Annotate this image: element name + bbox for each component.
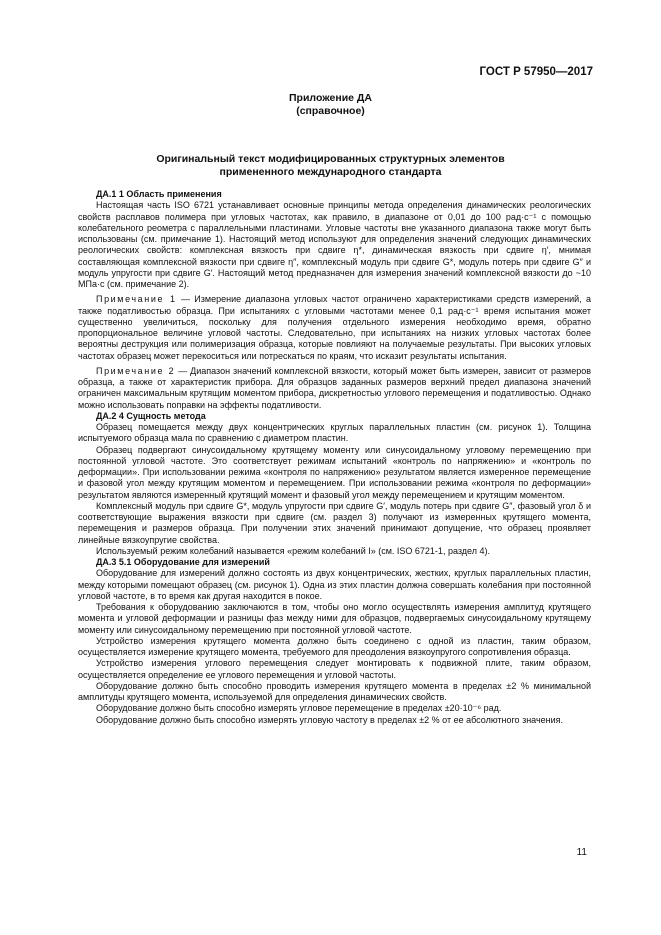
annex-heading — [0, 92, 661, 118]
note-paragraph — [78, 294, 591, 362]
document-body — [78, 189, 591, 726]
body-paragraph: Требования к оборудованию заключаются в том, чтобы оно могло осуществлять измерения амплитуд крутящего момента и угловой деформации и разницы фаз между ними для образцов, подвергаемых синусоидальному крутящему моменту или синусоидальному перемещению при постоянной угловой частоте. — [78, 602, 591, 635]
note-label: Примечание 2 — [96, 365, 176, 376]
body-paragraph: Образец помещается между двух концентрических круглых параллельных пластин (см. рисунок 1). Толщина испытуемого образца мала по сравнению с диаметром пластин. — [78, 422, 591, 444]
body-paragraph: Используемый режим колебаний называется «режим колебаний I» (см. ISO 6721-1, раздел 4). — [96, 545, 490, 556]
section-heading: ДА.3 5.1 Оборудование для измерений — [96, 557, 270, 567]
body-paragraph: Образец подвергают синусоидальному крутящему моменту или синусоидальному угловому перемещению при постоянной угловой частоте. Это соответствует режимам испытаний «контроль по напряжению» и «контроль по деформации». При использовании режима «контроля по напряжению» результатом является измеренное перемещение и фазовой угол между крутящим моментом и перемещением. При использовании режима «контроля по деформации» результатом являются измеренный крутящий момент и фазовый угол между перемещением и крутящим моментом. — [78, 444, 591, 500]
standard-number: ГОСТ Р 57950—2017 — [479, 66, 593, 78]
note-text: — Измерение диапазона угловых частот ограничено характеристиками средств измерений, а также податливостью образца. При испытаниях с угловыми частотами менее 0,1 рад·с⁻¹ время испытания может существенно увеличиться, поскольку для получения отдельного измерения необходимо время, обратно пропорциональное величине угловой частоты. Следовательно, при испытаниях на низких угловых частотах более вероятны деструкция или полимеризация образца, которые повлияют на получаемые результаты. При высоких угловых частотах образец может перекоситься или потрескаться по краям, что исказит результаты испытания. — [78, 294, 591, 361]
note-text: — Диапазон значений комплексной вязкости, который может быть измерен, зависит от размеров образца, а также от характеристик прибора. Для образцов заданных размеров верхний предел диапазона значений ограничен максимальным крутящим моментом прибора, дискретностью углового перемещения и податливостью. Однако можно использовать поправки на эффекты податливости. — [78, 365, 591, 410]
page-number: 11 — [576, 847, 587, 858]
document-title: Оригинальный текст модифицированных структурных элементов примененного международного стандарта — [156, 153, 505, 178]
note-label: Примечание 1 — [96, 294, 177, 305]
annex-title: Приложение ДА — [289, 92, 372, 104]
section-heading: ДА.2 4 Сущность метода — [96, 410, 206, 421]
body-paragraph: Оборудование для измерений должно состоять из двух концентрических, жестких, круглых параллельных пластин, между которыми помещают образец (см. рисунок 1). Одна из этих пластин должна совершать колебания при постоянной угловой частоте, в то время как другая находится в покое. — [78, 568, 591, 601]
body-paragraph: Настоящая часть ISO 6721 устанавливает основные принципы метода определения динамических реологических свойств расплавов полимера при угловых частотах, как правило, в диапазоне от 0,01 до 100 рад·с⁻¹ с помощью колебательного реометра с параллельными пластинами. Угловые частоты вне указанного диапазона также могут быть использованы (см. примечание 1). Настоящий метод используют для определения значений следующих динамических реологических свойств: комплексная вязкость при сдвиге η*, динамическая вязкость при сдвиге η′, мнимая составляющая комплексной вязкости при сдвиге η″, комплексный модуль при сдвиге G*, модуль потерь при сдвиге G″ и модуль упругости при сдвиге G′. Настоящий метод предназначен для измерения значений комплексной вязкости до ~10 МПа·с (см. примечание 2). — [78, 200, 591, 289]
annex-subtitle: (справочное) — [296, 105, 365, 117]
body-paragraph: Оборудование должно быть способно измерять угловое перемещение в пределах ±20·10⁻⁶ рад. — [96, 703, 502, 714]
body-paragraph: Комплексный модуль при сдвиге G*, модуль упругости при сдвиге G′, модуль потерь при сдвиге G″, фазовый угол δ и соответствующие выражения вязкости при сдвиге (см. раздел 3) получают из измеренных крутящего момента, перемещения и размеров образца. При получении этих значений принимают допущение, что образец проявляет линейные вязкоупругие свойства. — [78, 500, 591, 545]
body-paragraph: Оборудование должно быть способно проводить измерения крутящего момента в пределах ±2 % минимальной амплитуды крутящего момента, используемой для определения динамических свойств. — [78, 680, 591, 702]
section-heading: ДА.1 1 Область применения — [96, 189, 222, 199]
body-paragraph: Оборудование должно быть способно измерять угловую частоту в пределах ±2 % от ее абсолютного значения. — [96, 714, 564, 725]
body-paragraph: Устройство измерения крутящего момента должно быть соединено с одной из пластин, таким образом, осуществляется измерение крутящего момента, требуемого для преодоления вязкоупругого сопротивления образца. — [78, 635, 591, 657]
note-paragraph — [78, 366, 591, 411]
body-paragraph: Устройство измерения углового перемещения следует монтировать к подвижной плите, таким образом, осуществляется определение ее углового перемещения и угловой частоты. — [78, 658, 591, 680]
